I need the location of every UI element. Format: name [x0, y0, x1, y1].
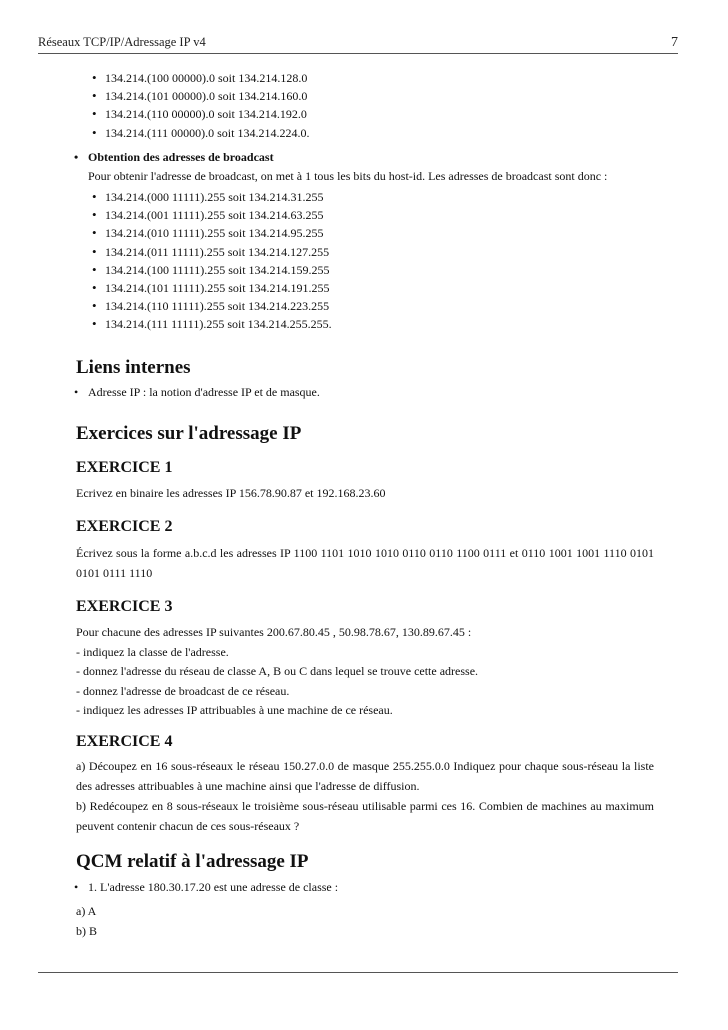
- exercice-1-heading: EXERCICE 1: [76, 459, 173, 476]
- qcm-answer-a: a) A: [76, 904, 97, 918]
- list-item: • 134.214.(111 11111).255 soit 134.214.255.255.: [105, 315, 332, 333]
- broadcast-section-title: • Obtention des adresses de broadcast: [88, 150, 274, 165]
- list-item: • 134.214.(000 11111).255 soit 134.214.31.255: [105, 188, 332, 206]
- broadcast-description: Pour obtenir l'adresse de broadcast, on met à 1 tous les bits du host-id. Les adresses de broadcast sont donc :: [88, 169, 608, 183]
- liens-internes-item: • Adresse IP : la notion d'adresse IP et de masque.: [88, 385, 320, 400]
- broadcast-address-list: [105, 188, 332, 334]
- list-item: • 134.214.(101 00000).0 soit 134.214.160.0: [105, 87, 309, 105]
- exercice-4-part-a: a) Découpez en 16 sous-réseaux le réseau 150.27.0.0 de masque 255.255.0.0 Indiquez pour chaque sous-réseau la liste des adresses attribuables à une machine ainsi que l'adresse de diffusion.: [76, 759, 654, 793]
- exercice-3-line: - donnez l'adresse de broadcast de ce réseau.: [76, 683, 290, 698]
- exercice-3-line: - indiquez la classe de l'adresse.: [76, 644, 229, 659]
- exercices-heading: Exercices sur l'adressage IP: [76, 423, 302, 444]
- header-divider: [38, 53, 678, 54]
- qcm-answer-b: b) B: [76, 924, 97, 938]
- list-item: • 134.214.(011 11111).255 soit 134.214.127.255: [105, 243, 332, 261]
- liens-internes-heading: Liens internes: [76, 357, 191, 378]
- exercice-2-heading: EXERCICE 2: [76, 518, 173, 535]
- list-item: • 134.214.(010 11111).255 soit 134.214.95.255: [105, 224, 332, 242]
- page-header: [38, 35, 678, 51]
- list-item: • 134.214.(001 11111).255 soit 134.214.63.255: [105, 206, 332, 224]
- exercice-3-heading: EXERCICE 3: [76, 598, 173, 615]
- list-item: • 134.214.(100 00000).0 soit 134.214.128.0: [105, 69, 309, 87]
- page-number: 7: [671, 35, 678, 50]
- exercice-1-text: Ecrivez en binaire les adresses IP 156.78.90.87 et 192.168.23.60: [76, 486, 386, 500]
- exercice-2-text: Écrivez sous la forme a.b.c.d les adresses IP 1100 1101 1010 1010 0110 0110 1100 0111 et 0110 1001 1001 1110 0101 0101 0111 1110: [76, 546, 654, 580]
- document-title: Réseaux TCP/IP/Adressage IP v4: [38, 35, 206, 49]
- subnet-address-list: [105, 69, 309, 142]
- list-item: • 134.214.(101 11111).255 soit 134.214.191.255: [105, 279, 332, 297]
- exercice-3-line: - donnez l'adresse du réseau de classe A, B ou C dans lequel se trouve cette adresse.: [76, 664, 479, 678]
- qcm-question: • 1. L'adresse 180.30.17.20 est une adresse de classe :: [88, 880, 338, 895]
- footer-divider: [38, 972, 678, 973]
- exercice-3-line: - indiquez les adresses IP attribuables à une machine de ce réseau.: [76, 703, 393, 717]
- list-item: • 134.214.(110 11111).255 soit 134.214.223.255: [105, 297, 332, 315]
- qcm-heading: QCM relatif à l'adressage IP: [76, 851, 309, 872]
- exercice-4-heading: EXERCICE 4: [76, 733, 173, 750]
- exercice-4-part-b: b) Redécoupez en 8 sous-réseaux le troisième sous-réseau utilisable parmi ces 16. Combien de machines au maximum peuvent contenir chacun de ces sous-réseaux ?: [76, 799, 654, 833]
- list-item: • 134.214.(100 11111).255 soit 134.214.159.255: [105, 261, 332, 279]
- exercice-3-text: [76, 623, 654, 721]
- exercice-3-line: Pour chacune des adresses IP suivantes 200.67.80.45 , 50.98.78.67, 130.89.67.45 :: [76, 625, 472, 639]
- list-item: • 134.214.(111 00000).0 soit 134.214.224.0.: [105, 124, 309, 142]
- list-item: • 134.214.(110 00000).0 soit 134.214.192.0: [105, 105, 309, 123]
